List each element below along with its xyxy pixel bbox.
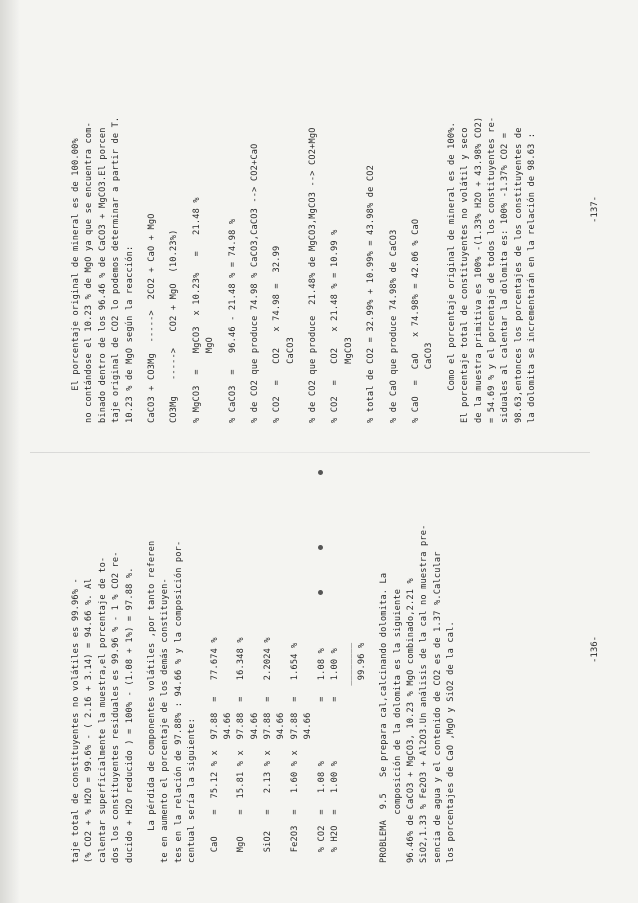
text-line: taje original de CO2 lo podemos determinar a partir de T. bbox=[111, 116, 122, 423]
text-line bbox=[320, 13, 329, 423]
text-line: El porcentaje original de mineral es de 100.00% bbox=[71, 138, 81, 423]
text-line: % CaO = CaO x 74.98% = 42.06 % CaO bbox=[411, 218, 422, 423]
text-line: 10.23 % de MgO según la reacción: bbox=[124, 245, 135, 423]
binding-hole bbox=[318, 590, 323, 595]
text-line bbox=[262, 13, 271, 423]
text-line: SiO2 = 2.13 % x 97.88 = 2.2024 % bbox=[263, 637, 274, 863]
text-line bbox=[218, 13, 227, 423]
text-line: 94.66 bbox=[276, 712, 287, 863]
text-line bbox=[137, 453, 146, 863]
page-gutter bbox=[30, 452, 590, 453]
text-line: % total de CO2 = 32.99% + 10.99% = 43.98% de CO2 bbox=[366, 165, 377, 423]
text-line: la dolomita se incrementarán en la relación de 98.63 : bbox=[527, 132, 538, 423]
text-line: % MgCO3 = MgCO3 x 10.23% = 21.48 % bbox=[191, 197, 202, 423]
text-line: MgO = 15.81 % x 97.88 = 16.348 % bbox=[236, 637, 247, 863]
text-line: La pérdida de componentes volátiles ,por tanto referen bbox=[146, 540, 157, 863]
text-line bbox=[240, 13, 249, 423]
text-line: te en aumento el porcentaje de los demás constituyen- bbox=[160, 578, 171, 863]
text-line bbox=[298, 13, 307, 423]
text-line: dos los constituyentes residuales es 99.96 % - 1 % CO2 re- bbox=[111, 551, 122, 863]
text-line: % de CaO que produce 74.98% de CaCO3 bbox=[388, 229, 399, 423]
text-line: 94.66 bbox=[222, 712, 233, 863]
text-line: MgO bbox=[205, 337, 216, 423]
text-line: composición de la dolomita es la siguiente bbox=[392, 588, 403, 863]
text-line: 99.96 % bbox=[356, 642, 367, 863]
text-line: = 54.69 % y el porcentaje de todos los constituyentes re- bbox=[486, 116, 497, 423]
text-line: calentar superficialmente la muestra,el porcentaje de to- bbox=[97, 556, 108, 863]
text-line: El porcentaje total de constituyentes no volátil y seco bbox=[460, 127, 471, 423]
text-line: ________ bbox=[343, 642, 354, 863]
binding-hole bbox=[318, 470, 323, 475]
text-line: % de CO2 que produce 21.48% de MgCO3,MgCO3 --> CO2+MgO bbox=[308, 127, 319, 423]
text-line: de la muestra primitiva es 100% -(1.33% H2O + 43.98% CO2) bbox=[473, 116, 484, 423]
text-line: taje total de constituyentes no volátiles es 99.96% - bbox=[71, 578, 81, 863]
text-line: sencia de agua y el contenido de CO2 es de 1.37 %.Calcular bbox=[432, 551, 443, 863]
text-line: 94.66 bbox=[249, 712, 260, 863]
page-number-left: -136- bbox=[590, 635, 600, 663]
text-line: siduales al calentar la dolomita es: 100% -1.37% CO2 = bbox=[500, 132, 511, 423]
text-line: 96.46% de CaCO3 + MgCO3, 10.23 % MgO combinado,2.21 % bbox=[405, 578, 416, 863]
text-line: ducido + H2O reducido ) = 100% - (1.08 + 1%) = 97.88 %. bbox=[124, 567, 135, 863]
text-line: CO3Mg -----> CO2 + MgO (10.23%) bbox=[169, 229, 180, 423]
text-line: tes en la relación de 97.88% : 94.66 % y la composición por- bbox=[173, 540, 184, 863]
text-line: PROBLEMA 9.5 Se prepara cal,calcinando dolomita. La bbox=[379, 572, 390, 863]
text-line: % CO2 = 1.08 % = 1.08 % bbox=[316, 648, 327, 863]
text-line: Como el porcentaje original de mineral es de 100%. bbox=[446, 122, 457, 423]
binding-hole bbox=[318, 545, 323, 550]
text-line: 98.63,entonces los porcentajes de los constituyentes de bbox=[513, 127, 524, 423]
text-line bbox=[137, 13, 146, 423]
text-line bbox=[369, 453, 378, 863]
text-line bbox=[356, 13, 365, 423]
text-line: CaCO3 bbox=[424, 342, 435, 423]
text-line: 94.66 bbox=[303, 712, 314, 863]
text-line: (% CO2 + % H2O = 99.6% - ( 2.16 + 3.14) = 94.66 %. Al bbox=[84, 578, 95, 863]
right-page-text bbox=[70, 13, 630, 423]
text-line bbox=[401, 13, 410, 423]
text-line: CaO = 75.12 % x 97.88 = 77.674 % bbox=[209, 637, 220, 863]
text-line: % CO2 = CO2 x 74.98 = 32.99 bbox=[272, 245, 283, 423]
text-line: no contándose el 10.23 % de MgO ya que se encuentra com- bbox=[84, 122, 95, 423]
text-line: MgCO3 bbox=[343, 337, 354, 423]
text-line: % H2O = 1.00 % = 1.00 % bbox=[330, 648, 341, 863]
text-line: binado dentro de los 96.46 % de CaCO3 + MgCO3.El porcen bbox=[97, 127, 108, 423]
text-line bbox=[182, 13, 191, 423]
text-line bbox=[200, 453, 209, 863]
scan-edge-shadow bbox=[0, 0, 20, 903]
text-line: Fe2O3 = 1.60 % x 97.88 = 1.654 % bbox=[289, 642, 300, 863]
left-page-text bbox=[70, 453, 630, 863]
text-line: centual sería la siguiente: bbox=[187, 717, 198, 863]
text-line bbox=[437, 13, 446, 423]
text-line: % CaCO3 = 96.46 - 21.48 % = 74.98 % bbox=[227, 218, 238, 423]
text-line: CaCO3 bbox=[285, 337, 296, 423]
page-number-right: -137- bbox=[590, 195, 600, 223]
text-line: CaCO3 + CO3Mg -----> 2CO2 + CaO + MgO bbox=[146, 213, 157, 423]
text-line: % CO2 = CO2 x 21.48 % = 10.99 % bbox=[330, 229, 341, 423]
text-line: los porcentajes de CaO ,MgO y SiO2 de la cal. bbox=[446, 621, 457, 863]
text-line bbox=[379, 13, 388, 423]
text-line: % de CO2 que produce 74.98 % CaCO3,CaCO3 --> CO2+CaO bbox=[249, 143, 260, 423]
text-line: SiO2,1.33 % Fe2O3 + Al2O3.Un análisis de la cal no muestra pre- bbox=[419, 524, 430, 863]
text-line bbox=[159, 13, 168, 423]
